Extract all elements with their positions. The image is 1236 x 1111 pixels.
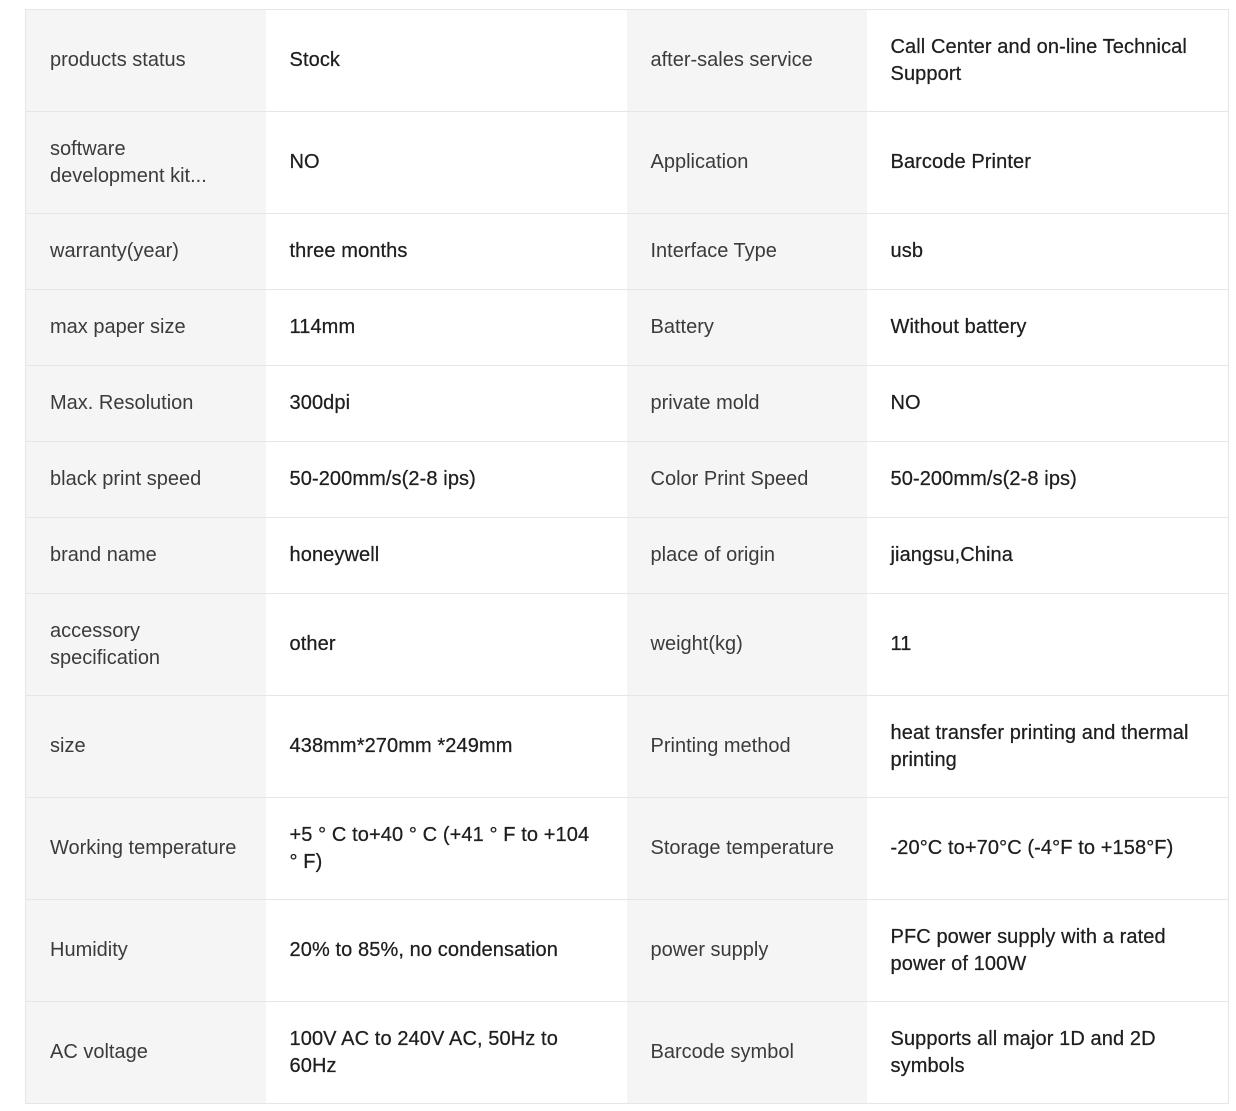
spec-label: private mold <box>627 366 867 442</box>
spec-row-accessory-specification <box>26 594 1229 696</box>
spec-value-text: 438mm*270mm *249mm <box>289 735 513 757</box>
spec-row-brand-name <box>26 518 1229 594</box>
spec-row-temperature <box>26 798 1229 900</box>
spec-value-text: 100V AC to 240V AC, 50Hz to 60Hz <box>289 1027 558 1077</box>
spec-row-warranty <box>26 214 1229 290</box>
spec-value-text: Supports all major 1D and 2D symbols <box>890 1027 1156 1077</box>
spec-value <box>867 594 1229 696</box>
spec-value <box>867 366 1229 442</box>
spec-value <box>867 518 1229 594</box>
spec-row-print-speed <box>26 442 1229 518</box>
spec-value <box>266 366 627 442</box>
spec-value-text: other <box>289 633 336 655</box>
spec-value <box>867 442 1229 518</box>
spec-value <box>867 798 1229 900</box>
spec-value-text: honeywell <box>289 544 380 566</box>
spec-value <box>266 798 627 900</box>
spec-value <box>266 900 627 1002</box>
spec-value-text: Call Center and on-line Technical Support <box>890 35 1187 85</box>
spec-value <box>266 594 627 696</box>
spec-value-text: three months <box>289 240 408 262</box>
spec-row-humidity <box>26 900 1229 1002</box>
spec-label: AC voltage <box>26 1002 266 1104</box>
spec-row-products-status <box>26 10 1229 112</box>
spec-value-text: jiangsu,China <box>890 544 1013 566</box>
spec-label: Interface Type <box>627 214 867 290</box>
spec-label: power supply <box>627 900 867 1002</box>
spec-value <box>266 214 627 290</box>
spec-value-text: Without battery <box>890 316 1027 338</box>
spec-value-text: Stock <box>289 49 341 71</box>
spec-value-text: 300dpi <box>289 392 351 414</box>
spec-row-max-paper-size <box>26 290 1229 366</box>
spec-value-text: 11 <box>890 633 912 655</box>
spec-value <box>266 1002 627 1104</box>
spec-value-text: PFC power supply with a rated power of 100W <box>890 925 1166 975</box>
spec-label: Barcode symbol <box>627 1002 867 1104</box>
spec-label: Working temperature <box>26 798 266 900</box>
spec-value-text: 114mm <box>289 316 356 338</box>
spec-row-size <box>26 696 1229 798</box>
spec-value-text: heat transfer printing and thermal printing <box>890 721 1189 771</box>
spec-label: Max. Resolution <box>26 366 266 442</box>
spec-value-text: +5 ° C to+40 ° C (+41 ° F to +104 ° F) <box>289 823 590 873</box>
spec-row-ac-voltage <box>26 1002 1229 1104</box>
spec-label: Printing method <box>627 696 867 798</box>
product-spec-table <box>25 9 1229 1104</box>
spec-label: software development kit... <box>26 112 266 214</box>
spec-label: max paper size <box>26 290 266 366</box>
spec-row-max-resolution <box>26 366 1229 442</box>
spec-label: Application <box>627 112 867 214</box>
spec-value <box>867 10 1229 112</box>
spec-value <box>867 112 1229 214</box>
spec-value <box>867 214 1229 290</box>
spec-label: accessory specification <box>26 594 266 696</box>
spec-value-text: 50-200mm/s(2-8 ips) <box>289 468 476 490</box>
spec-value <box>266 112 627 214</box>
spec-label: place of origin <box>627 518 867 594</box>
spec-row-software-development-kit <box>26 112 1229 214</box>
spec-value-text: -20°C to+70°C (-4°F to +158°F) <box>890 837 1174 859</box>
spec-value-text: usb <box>890 240 924 262</box>
spec-label: Humidity <box>26 900 266 1002</box>
spec-value-text: NO <box>289 151 320 173</box>
spec-value <box>266 696 627 798</box>
spec-label: black print speed <box>26 442 266 518</box>
spec-value <box>266 442 627 518</box>
spec-label: weight(kg) <box>627 594 867 696</box>
spec-label: Battery <box>627 290 867 366</box>
spec-label: size <box>26 696 266 798</box>
spec-value <box>867 900 1229 1002</box>
spec-value-text: 50-200mm/s(2-8 ips) <box>890 468 1077 490</box>
spec-value-text: 20% to 85%, no condensation <box>289 939 558 961</box>
spec-label: Color Print Speed <box>627 442 867 518</box>
spec-label: after-sales service <box>627 10 867 112</box>
spec-value <box>266 290 627 366</box>
spec-value <box>867 290 1229 366</box>
spec-label: warranty(year) <box>26 214 266 290</box>
spec-value-text: Barcode Printer <box>890 151 1031 173</box>
spec-label: Storage temperature <box>627 798 867 900</box>
spec-label: brand name <box>26 518 266 594</box>
spec-value <box>867 1002 1229 1104</box>
spec-value <box>266 10 627 112</box>
spec-value-text: NO <box>890 392 921 414</box>
spec-label: products status <box>26 10 266 112</box>
spec-value <box>266 518 627 594</box>
spec-value <box>867 696 1229 798</box>
